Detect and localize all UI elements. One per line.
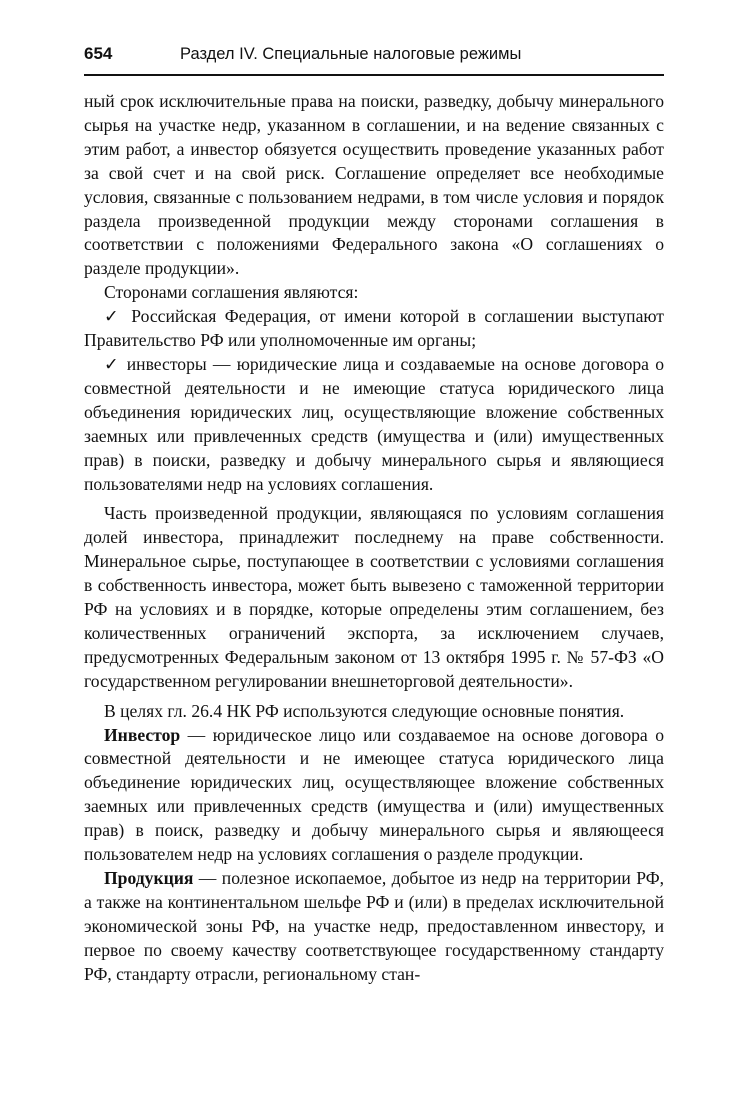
page-body <box>84 90 664 987</box>
term-product: Продукция <box>104 868 194 888</box>
paragraph-4 <box>84 700 664 724</box>
page-header <box>84 44 664 76</box>
paragraph-2 <box>84 281 664 305</box>
definition-investor <box>84 724 664 867</box>
bullet-item-2 <box>84 353 664 496</box>
paragraph-2-text: Сторонами соглашения являются: <box>104 282 359 303</box>
paragraph-4-text: В целях гл. 26.4 НК РФ используются следующие основные понятия. <box>104 700 625 721</box>
definition-investor-text: — юридическое лицо или создаваемое на основе договора о совместной деятельности и не имеющее статуса юридического лица объединение юридических лиц, осуществляющее вложение собственных заемных или привлеченных средств (имущества и (или) имущественных прав) в поиск, разведку и добычу минерального сырья и являющееся пользователем недр на условиях соглашения о разделе продукции. <box>84 724 664 865</box>
paragraph-1 <box>84 90 664 281</box>
running-head: Раздел IV. Специальные налоговые режимы <box>180 45 522 63</box>
definition-product-text: — полезное ископаемое, добытое из недр на территории РФ, а также на континентальном шельфе РФ и (или) в пределах исключительной экономической зоны РФ, на участке недр, предоставленном инвестору, и первое по своему качеству соответствующее государственному стандарту РФ, стандарту отрасли, региональному стан- <box>84 868 664 984</box>
definition-product <box>84 867 664 987</box>
paragraph-3 <box>84 502 664 693</box>
page-number: 654 <box>84 44 113 63</box>
checkmark-icon: ✓ <box>104 306 123 327</box>
bullet-item-1 <box>84 305 664 353</box>
paragraph-3-text: Часть произведенной продукции, являющаяся по условиям соглашения долей инвестора, принадлежит последнему на праве собственности. Минеральное сырье, поступающее в соответствии с условиями соглашения в собственность инвестора, может быть вывезено с таможенной территории РФ на условиях и в порядке, которые определены этим соглашением, без количественных ограничений экспорта, за исключением случаев, предусмотренных Федеральным законом от 13 октября 1995 г. № 57-ФЗ «О государственном регулировании внешнеторговой деятельности». <box>84 503 664 691</box>
bullet-item-1-text: Российская Федерация, от имени которой в соглашении выступают Правительство РФ или уполномоченные им органы; <box>84 306 664 351</box>
term-investor: Инвестор <box>104 724 181 745</box>
paragraph-1-text: ный срок исключительные права на поиски, разведку, добычу минерального сырья на участке недр, указанном в соглашении, и на ведение связанных с этим работ, а инвестор обязуется осуществить проведение указанных работ за свой счет и на свой риск. Соглашение определяет все необходимые условия, связанные с пользованием недрами, в том числе условия и порядок раздела произведенной продукции между сторонами соглашения в соответствии с положениями Федерального закона «О соглашениях о разделе продукции». <box>84 91 664 279</box>
bullet-item-2-text: инвесторы — юридические лица и создаваемые на основе договора о совместной деятельности и не имеющие статуса юридического лица объединения юридических лиц, осуществляющие вложение собственных заемных или привлеченных средств (имущества и (или) имущественных прав) в поиски, разведку и добычу минерального сырья и являющиеся пользователями недр на условиях соглашения. <box>84 353 664 494</box>
checkmark-icon: ✓ <box>104 353 121 374</box>
